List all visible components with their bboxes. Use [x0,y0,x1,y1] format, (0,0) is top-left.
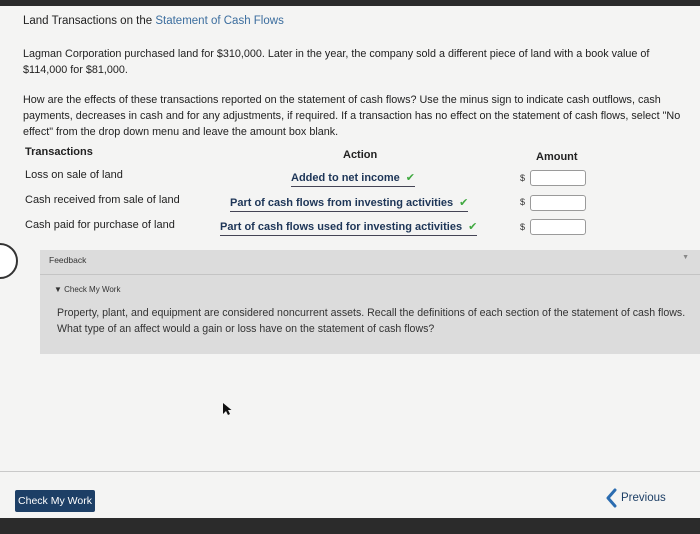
feedback-divider [40,274,700,275]
problem-paragraph-2: How are the effects of these transactions reported on the statement of cash flows? Use the minus sign to indicate cash outflows, cash payments, decreases in cash and for any adjustments, if required. If a transaction has no effect on the statement of cash flows, select "No effect" from the drop down menu and leave the amount box blank. [23,94,681,138]
header-transactions: Transactions [25,146,93,158]
action-select-cash-received[interactable] [230,196,468,212]
currency-symbol: $ [520,173,526,183]
amount-input-cash-received[interactable] [530,195,586,211]
problem-paragraph-1: Lagman Corporation purchased land for $310,000. Later in the year, the company sold a different piece of land with a book value of $114,000 for $81,000. [23,48,650,76]
collapse-caret-icon[interactable]: ▼ [682,254,689,261]
feedback-text: Property, plant, and equipment are considered noncurrent assets. Recall the definitions of each section of the statement of cash flows. What type of an affect would a gain or loss have on the statement of cash flows? [57,307,686,335]
page-title [23,15,284,27]
feedback-title: Feedback [49,255,87,265]
chevron-left-icon [605,488,617,508]
title-prefix: Land Transactions on the [23,15,156,27]
action-select-value: Part of cash flows used for investing activities [220,221,463,233]
row-label-loss: Loss on sale of land [25,169,123,181]
feedback-section-toggle[interactable] [54,285,120,294]
feedback-section-label: Check My Work [64,285,121,294]
circle-marker [0,243,18,279]
check-icon: ✔ [405,172,415,184]
header-amount: Amount [536,151,578,163]
triangle-down-icon: ▼ [54,285,62,294]
check-icon: ✔ [459,197,469,209]
action-select-cash-paid[interactable] [220,220,477,236]
action-select-value: Part of cash flows from investing activities [230,197,454,209]
previous-button[interactable] [605,487,666,509]
previous-label: Previous [621,492,666,504]
action-select-loss[interactable] [291,171,415,187]
action-select-value: Added to net income [291,172,400,184]
mouse-pointer-icon [222,402,232,416]
row-label-cash-paid: Cash paid for purchase of land [25,219,175,231]
header-action: Action [343,149,378,161]
feedback-panel [40,250,700,354]
footer-divider [0,471,700,472]
currency-symbol: $ [520,222,526,232]
row-label-cash-received: Cash received from sale of land [25,194,180,206]
check-my-work-button[interactable]: Check My Work [15,490,95,512]
check-icon: ✔ [468,221,478,233]
amount-input-loss[interactable] [530,170,586,186]
amount-input-cash-paid[interactable] [530,219,586,235]
bottom-bar [0,518,700,534]
currency-symbol: $ [520,197,526,207]
title-link[interactable]: Statement of Cash Flows [155,15,284,27]
top-bar [0,0,700,6]
